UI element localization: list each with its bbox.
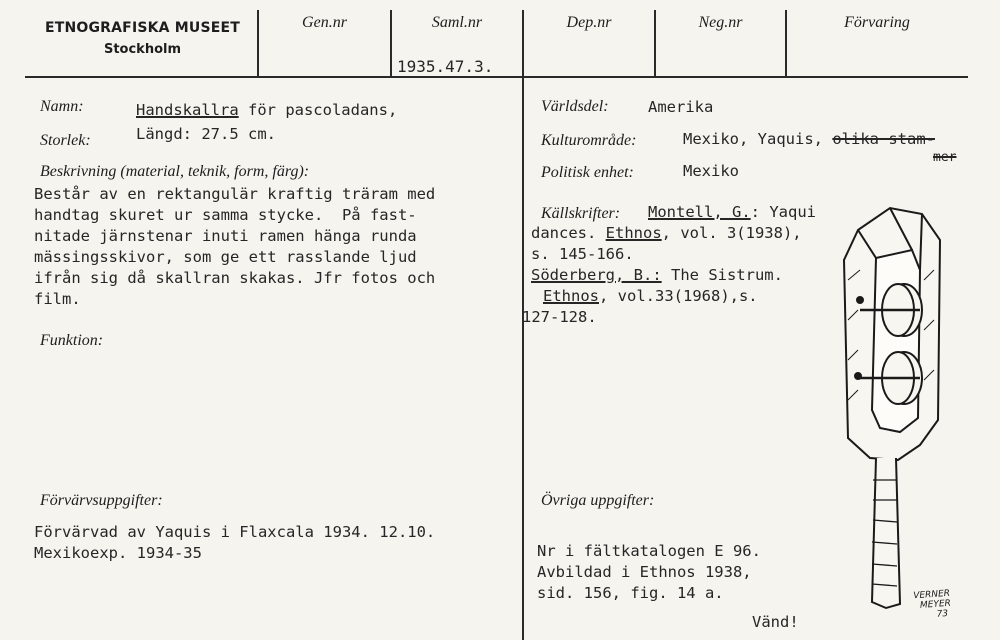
ovriga-line: sid. 156, fig. 14 a. [537,584,724,602]
storlek-value: Längd: 27.5 cm. [136,125,276,143]
kallskrifter-label: Källskrifter: [541,205,621,222]
saml-nr-label: Saml.nr [431,14,483,31]
ovriga-line: Avbildad i Ethnos 1938, [537,563,752,581]
body-center-divider [522,78,524,640]
storlek-label: Storlek: [40,132,91,149]
museum-name: ETNOGRAFISKA MUSEET [44,20,241,36]
vand-text: Vänd! [752,613,799,631]
museum-header [30,20,255,57]
kulturomrade-struck-2: mer [933,150,957,165]
beskrivning-line: Består av en rektangulär kraftig träram med [34,185,436,203]
kulturomrade-text: Mexiko, Yaquis, [683,130,823,148]
beskrivning-line: film. [34,290,81,308]
museum-city: Stockholm [103,42,182,57]
kall-author-2: Söderberg, B.: [531,266,662,284]
signature-line: 73 [936,608,949,620]
gen-nr-label: Gen.nr [302,14,347,31]
artist-signature [913,589,952,622]
kall-line-2a: dances. [531,224,606,242]
beskrivning-line: handtag skuret ur samma stycke. På fast- [34,206,417,224]
politisk-label: Politisk enhet: [541,164,634,181]
beskrivning-label: Beskrivning (material, teknik, form, färg): [40,163,310,180]
kall-line-6: 127-128. [522,308,597,326]
kall-line-2 [531,223,802,244]
kall-author-1: Montell, G. [648,203,751,221]
forvaring-label: Förvaring [844,14,910,31]
kall-line-1 [648,202,816,223]
beskrivning-line: ifrån sig då skallran skakas. Jfr fotos och [34,269,436,287]
kall-journal-1: Ethnos [605,224,662,242]
kulturomrade-value [683,129,935,150]
kulturomrade-label: Kulturområde: [541,132,637,149]
namn-label: Namn: [40,98,84,115]
beskrivning-line: nitade järnstenar inuti ramen hänga runda [34,227,417,245]
kall-title-1: : Yaqui [750,203,816,221]
kall-line-5 [543,286,758,307]
namn-value [136,100,397,121]
kall-line-2b: , vol. 3(1938), [661,224,802,242]
forvarv-line: Förvärvad av Yaquis i Flaxcala 1934. 12.10. [34,523,436,541]
forvarv-label: Förvärvsuppgifter: [40,492,163,509]
funktion-label: Funktion: [40,332,104,349]
kall-line-3: s. 145-166. [531,245,634,263]
namn-underlined: Handskallra [136,101,239,119]
ovriga-label: Övriga uppgifter: [541,492,655,509]
kall-line-5-rest: , vol.33(1968),s. [599,287,758,305]
header-divider [25,76,968,78]
neg-nr-label: Neg.nr [698,14,743,31]
kall-line-4-rest: The Sistrum. [661,266,783,284]
dep-nr-label: Dep.nr [566,14,612,31]
forvarv-line: Mexikoexp. 1934-35 [34,544,202,562]
varldsdel-value: Amerika [648,98,714,116]
saml-nr-value: 1935.47.3. [397,57,494,76]
kall-line-4 [531,265,783,286]
kulturomrade-struck: olika stam- [832,130,935,148]
kall-journal-2: Ethnos [543,287,599,305]
ovriga-line: Nr i fältkatalogen E 96. [537,542,761,560]
rattle-drawing [820,200,950,610]
beskrivning-line: mässingsskivor, som ge ett rasslande ljud [34,248,417,266]
politisk-value: Mexiko [683,162,739,180]
varldsdel-label: Världsdel: [541,98,609,115]
signature-line: MEYER [919,598,952,611]
signature-line: VERNER [912,588,951,602]
namn-rest: för pascoladans, [238,101,398,119]
